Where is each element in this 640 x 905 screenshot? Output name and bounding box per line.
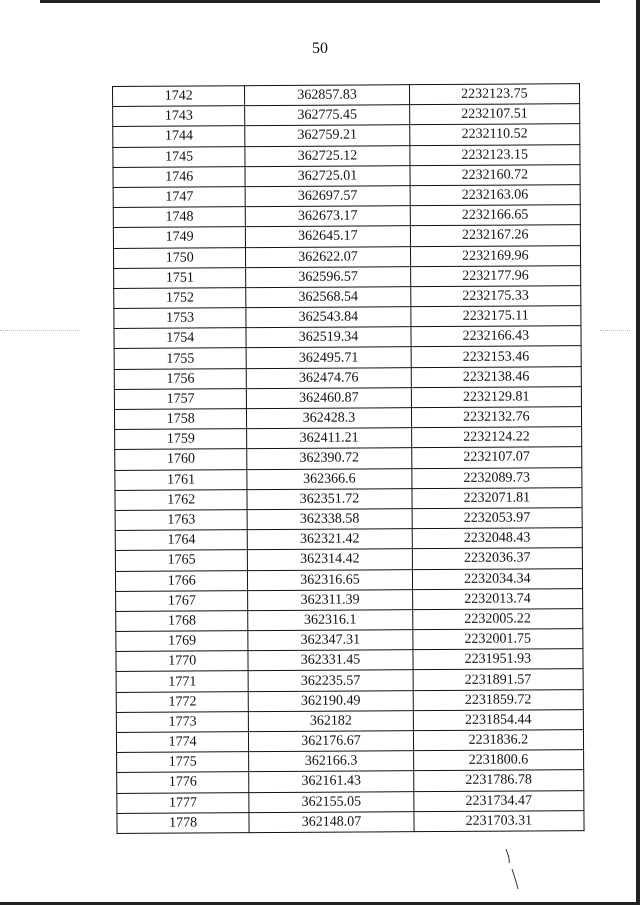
scan-edge-top xyxy=(40,0,600,3)
y-coordinate-cell: 2231951.93 xyxy=(413,649,583,670)
table-row xyxy=(113,205,580,228)
point-number-cell: 1778 xyxy=(117,812,249,833)
y-coordinate-cell: 2231800.6 xyxy=(413,750,583,771)
y-coordinate-cell: 2232036.37 xyxy=(412,548,582,569)
x-coordinate-cell: 362331.45 xyxy=(248,650,412,671)
x-coordinate-cell: 362519.34 xyxy=(246,327,410,348)
table-row xyxy=(115,487,582,510)
y-coordinate-cell: 2232175.33 xyxy=(410,286,580,307)
table-row xyxy=(116,669,583,692)
y-coordinate-cell: 2231786.78 xyxy=(413,770,583,791)
y-coordinate-cell: 2232163.06 xyxy=(410,185,580,206)
x-coordinate-cell: 362390.72 xyxy=(247,448,411,469)
y-coordinate-cell: 2231859.72 xyxy=(413,689,583,710)
table-row xyxy=(114,366,581,389)
y-coordinate-cell: 2232129.81 xyxy=(411,386,581,407)
table-row xyxy=(115,508,582,531)
point-number-cell: 1744 xyxy=(113,126,245,147)
table-row xyxy=(114,306,581,329)
y-coordinate-cell: 2232107.07 xyxy=(411,447,581,468)
table-row xyxy=(116,649,583,672)
table-row xyxy=(114,286,581,309)
y-coordinate-cell: 2232167.26 xyxy=(410,225,580,246)
y-coordinate-cell: 2232138.46 xyxy=(411,366,581,387)
x-coordinate-cell: 362161.43 xyxy=(249,771,413,792)
y-coordinate-cell: 2232001.75 xyxy=(412,629,582,650)
x-coordinate-cell: 362428.3 xyxy=(247,408,411,429)
table-row xyxy=(114,326,581,349)
y-coordinate-cell: 2232175.11 xyxy=(411,306,581,327)
x-coordinate-cell: 362460.87 xyxy=(247,387,411,408)
y-coordinate-cell: 2232160.72 xyxy=(410,164,580,185)
y-coordinate-cell: 2232166.65 xyxy=(410,205,580,226)
table-row xyxy=(116,588,583,611)
point-number-cell: 1751 xyxy=(114,267,246,288)
x-coordinate-cell: 362697.57 xyxy=(245,186,409,207)
y-coordinate-cell: 2232005.22 xyxy=(412,609,582,630)
point-number-cell: 1753 xyxy=(114,308,246,329)
table-row xyxy=(113,124,580,147)
x-coordinate-cell: 362314.42 xyxy=(248,549,412,570)
table-row xyxy=(116,689,583,712)
point-number-cell: 1756 xyxy=(114,368,246,389)
point-number-cell: 1771 xyxy=(116,671,248,692)
x-coordinate-cell: 362622.07 xyxy=(246,246,410,267)
point-number-cell: 1772 xyxy=(116,691,248,712)
point-number-cell: 1749 xyxy=(113,227,245,248)
x-coordinate-cell: 362645.17 xyxy=(246,226,410,247)
point-number-cell: 1747 xyxy=(113,187,245,208)
x-coordinate-cell: 362568.54 xyxy=(246,287,410,308)
x-coordinate-cell: 362166.3 xyxy=(249,751,413,772)
y-coordinate-cell: 2232177.96 xyxy=(410,265,580,286)
y-coordinate-cell: 2232132.76 xyxy=(411,407,581,428)
y-coordinate-cell: 2232034.34 xyxy=(412,568,582,589)
handwritten-mark xyxy=(500,845,530,895)
table-row xyxy=(113,185,580,208)
x-coordinate-cell: 362857.83 xyxy=(245,85,409,106)
point-number-cell: 1754 xyxy=(114,328,246,349)
table-row xyxy=(115,427,582,450)
point-number-cell: 1766 xyxy=(115,570,247,591)
x-coordinate-cell: 362148.07 xyxy=(249,811,413,832)
x-coordinate-cell: 362347.31 xyxy=(248,630,412,651)
x-coordinate-cell: 362759.21 xyxy=(245,125,409,146)
x-coordinate-cell: 362411.21 xyxy=(247,428,411,449)
point-number-cell: 1743 xyxy=(113,106,245,127)
x-coordinate-cell: 362316.1 xyxy=(248,610,412,631)
table-row xyxy=(115,447,582,470)
y-coordinate-cell: 2231734.47 xyxy=(413,790,583,811)
y-coordinate-cell: 2232071.81 xyxy=(412,487,582,508)
page-number: 50 xyxy=(312,40,328,57)
point-number-cell: 1758 xyxy=(114,409,246,430)
x-coordinate-cell: 362495.71 xyxy=(246,347,410,368)
table-row xyxy=(115,548,582,571)
y-coordinate-cell: 2231891.57 xyxy=(413,669,583,690)
x-coordinate-cell: 362725.01 xyxy=(245,165,409,186)
point-number-cell: 1746 xyxy=(113,166,245,187)
x-coordinate-cell: 362725.12 xyxy=(245,145,409,166)
scan-artifact-left xyxy=(0,330,80,332)
y-coordinate-cell: 2232123.75 xyxy=(409,84,579,105)
table-row xyxy=(114,265,581,288)
table-row xyxy=(113,225,580,248)
point-number-cell: 1750 xyxy=(113,247,245,268)
y-coordinate-cell: 2232053.97 xyxy=(412,508,582,529)
point-number-cell: 1763 xyxy=(115,510,247,531)
table-row xyxy=(113,245,580,268)
x-coordinate-cell: 362316.65 xyxy=(248,569,412,590)
y-coordinate-cell: 2232166.43 xyxy=(411,326,581,347)
table-row xyxy=(114,386,581,409)
x-coordinate-cell: 362543.84 xyxy=(246,307,410,328)
y-coordinate-cell: 2232048.43 xyxy=(412,528,582,549)
y-coordinate-cell: 2232107.51 xyxy=(409,104,579,125)
x-coordinate-cell: 362321.42 xyxy=(248,529,412,550)
point-number-cell: 1764 xyxy=(115,530,247,551)
y-coordinate-cell: 2232110.52 xyxy=(409,124,579,145)
table-row xyxy=(115,568,582,591)
table-row xyxy=(116,609,583,632)
point-number-cell: 1759 xyxy=(115,429,247,450)
table-row xyxy=(115,467,582,490)
table-row xyxy=(115,528,582,551)
coordinates-table xyxy=(112,83,585,834)
y-coordinate-cell: 2232123.15 xyxy=(410,144,580,165)
point-number-cell: 1774 xyxy=(116,732,248,753)
point-number-cell: 1770 xyxy=(116,651,248,672)
y-coordinate-cell: 2231703.31 xyxy=(414,810,584,831)
point-number-cell: 1757 xyxy=(114,388,246,409)
table-row xyxy=(114,346,581,369)
x-coordinate-cell: 362366.6 xyxy=(247,468,411,489)
x-coordinate-cell: 362338.58 xyxy=(247,509,411,530)
x-coordinate-cell: 362182 xyxy=(249,710,413,731)
coordinates-table-body xyxy=(113,84,585,834)
x-coordinate-cell: 362311.39 xyxy=(248,589,412,610)
point-number-cell: 1745 xyxy=(113,146,245,167)
table-row xyxy=(117,770,584,793)
y-coordinate-cell: 2232153.46 xyxy=(411,346,581,367)
x-coordinate-cell: 362190.49 xyxy=(249,690,413,711)
table-row xyxy=(113,84,580,107)
x-coordinate-cell: 362351.72 xyxy=(247,488,411,509)
y-coordinate-cell: 2232089.73 xyxy=(411,467,581,488)
point-number-cell: 1773 xyxy=(116,711,248,732)
x-coordinate-cell: 362673.17 xyxy=(246,206,410,227)
point-number-cell: 1777 xyxy=(117,792,249,813)
table-row xyxy=(114,407,581,430)
x-coordinate-cell: 362235.57 xyxy=(248,670,412,691)
point-number-cell: 1762 xyxy=(115,489,247,510)
y-coordinate-cell: 2231854.44 xyxy=(413,709,583,730)
table-row xyxy=(117,790,584,813)
x-coordinate-cell: 362474.76 xyxy=(247,367,411,388)
y-coordinate-cell: 2232169.96 xyxy=(410,245,580,266)
table-row xyxy=(117,750,584,773)
scan-edge-right xyxy=(636,0,640,905)
point-number-cell: 1775 xyxy=(117,752,249,773)
point-number-cell: 1765 xyxy=(115,550,247,571)
point-number-cell: 1760 xyxy=(115,449,247,470)
x-coordinate-cell: 362775.45 xyxy=(245,105,409,126)
point-number-cell: 1742 xyxy=(113,86,245,107)
point-number-cell: 1761 xyxy=(115,469,247,490)
point-number-cell: 1768 xyxy=(116,611,248,632)
table-row xyxy=(116,709,583,732)
table-row xyxy=(113,164,580,187)
y-coordinate-cell: 2231836.2 xyxy=(413,730,583,751)
table-row xyxy=(113,104,580,127)
y-coordinate-cell: 2232013.74 xyxy=(412,588,582,609)
y-coordinate-cell: 2232124.22 xyxy=(411,427,581,448)
x-coordinate-cell: 362596.57 xyxy=(246,266,410,287)
point-number-cell: 1769 xyxy=(116,631,248,652)
x-coordinate-cell: 362176.67 xyxy=(249,731,413,752)
x-coordinate-cell: 362155.05 xyxy=(249,791,413,812)
table-row xyxy=(116,730,583,753)
table-row xyxy=(117,810,584,833)
point-number-cell: 1776 xyxy=(117,772,249,793)
point-number-cell: 1755 xyxy=(114,348,246,369)
point-number-cell: 1752 xyxy=(114,288,246,309)
table-row xyxy=(113,144,580,167)
scan-artifact-right xyxy=(600,330,630,332)
point-number-cell: 1767 xyxy=(116,590,248,611)
point-number-cell: 1748 xyxy=(113,207,245,228)
table-row xyxy=(116,629,583,652)
